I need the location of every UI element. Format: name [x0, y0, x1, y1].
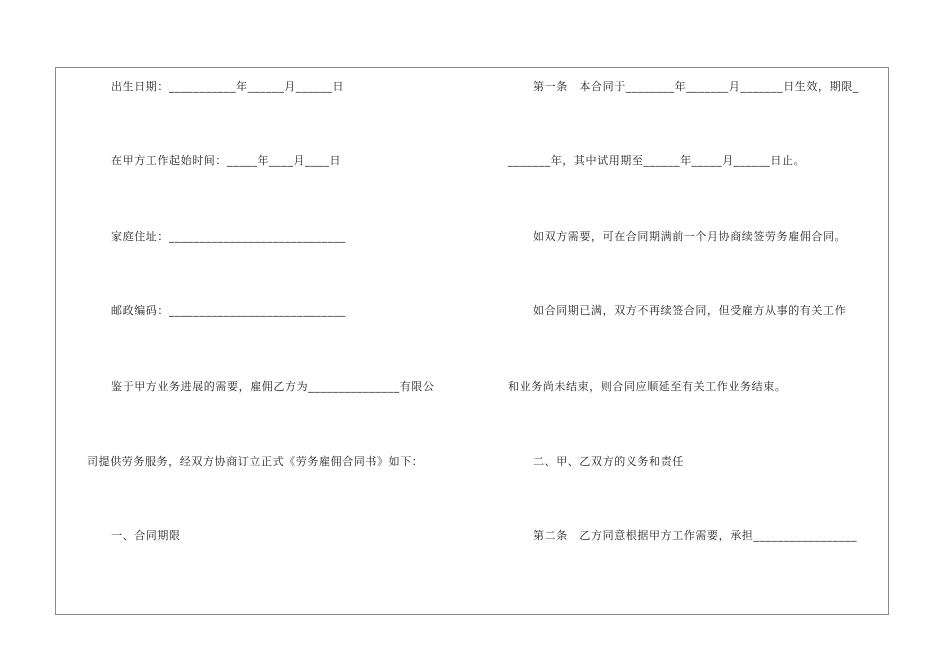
start-date-field: 在甲方工作起始时间：_____年____月____日 — [111, 154, 342, 167]
renewal-clause: 如双方需要，可在合同期满前一个月协商续签劳务雇佣合同。 — [533, 230, 847, 243]
article-one-line-1: 第一条 本合同于________年_______月_______日生效，期限_ — [533, 80, 859, 93]
article-two-line: 第二条 乙方同意根据甲方工作需要，承担_________________ — [533, 529, 858, 542]
postal-code-field: 邮政编码：_____________________________ — [111, 304, 346, 317]
birth-date-field: 出生日期：___________年______月______日 — [111, 80, 345, 93]
expiry-clause-line-1: 如合同期已满，双方不再续签合同，但受雇方从事的有关工作 — [533, 304, 847, 317]
preamble-line-1: 鉴于甲方业务进展的需要，雇佣乙方为_______________有限公 — [111, 380, 435, 393]
home-address-field: 家庭住址：_____________________________ — [111, 230, 346, 243]
section-one-heading: 一、合同期限 — [111, 529, 181, 542]
preamble-line-2: 司提供劳务服务，经双方协商订立正式《劳务雇佣合同书》如下： — [87, 455, 424, 468]
article-one-line-2: _______年，其中试用期至______年_____月______日止。 — [508, 154, 806, 167]
expiry-clause-line-2: 和业务尚未结束，则合同应顺延至有关工作业务结束。 — [508, 380, 787, 393]
section-two-heading: 二、甲、乙双方的义务和责任 — [533, 455, 684, 468]
